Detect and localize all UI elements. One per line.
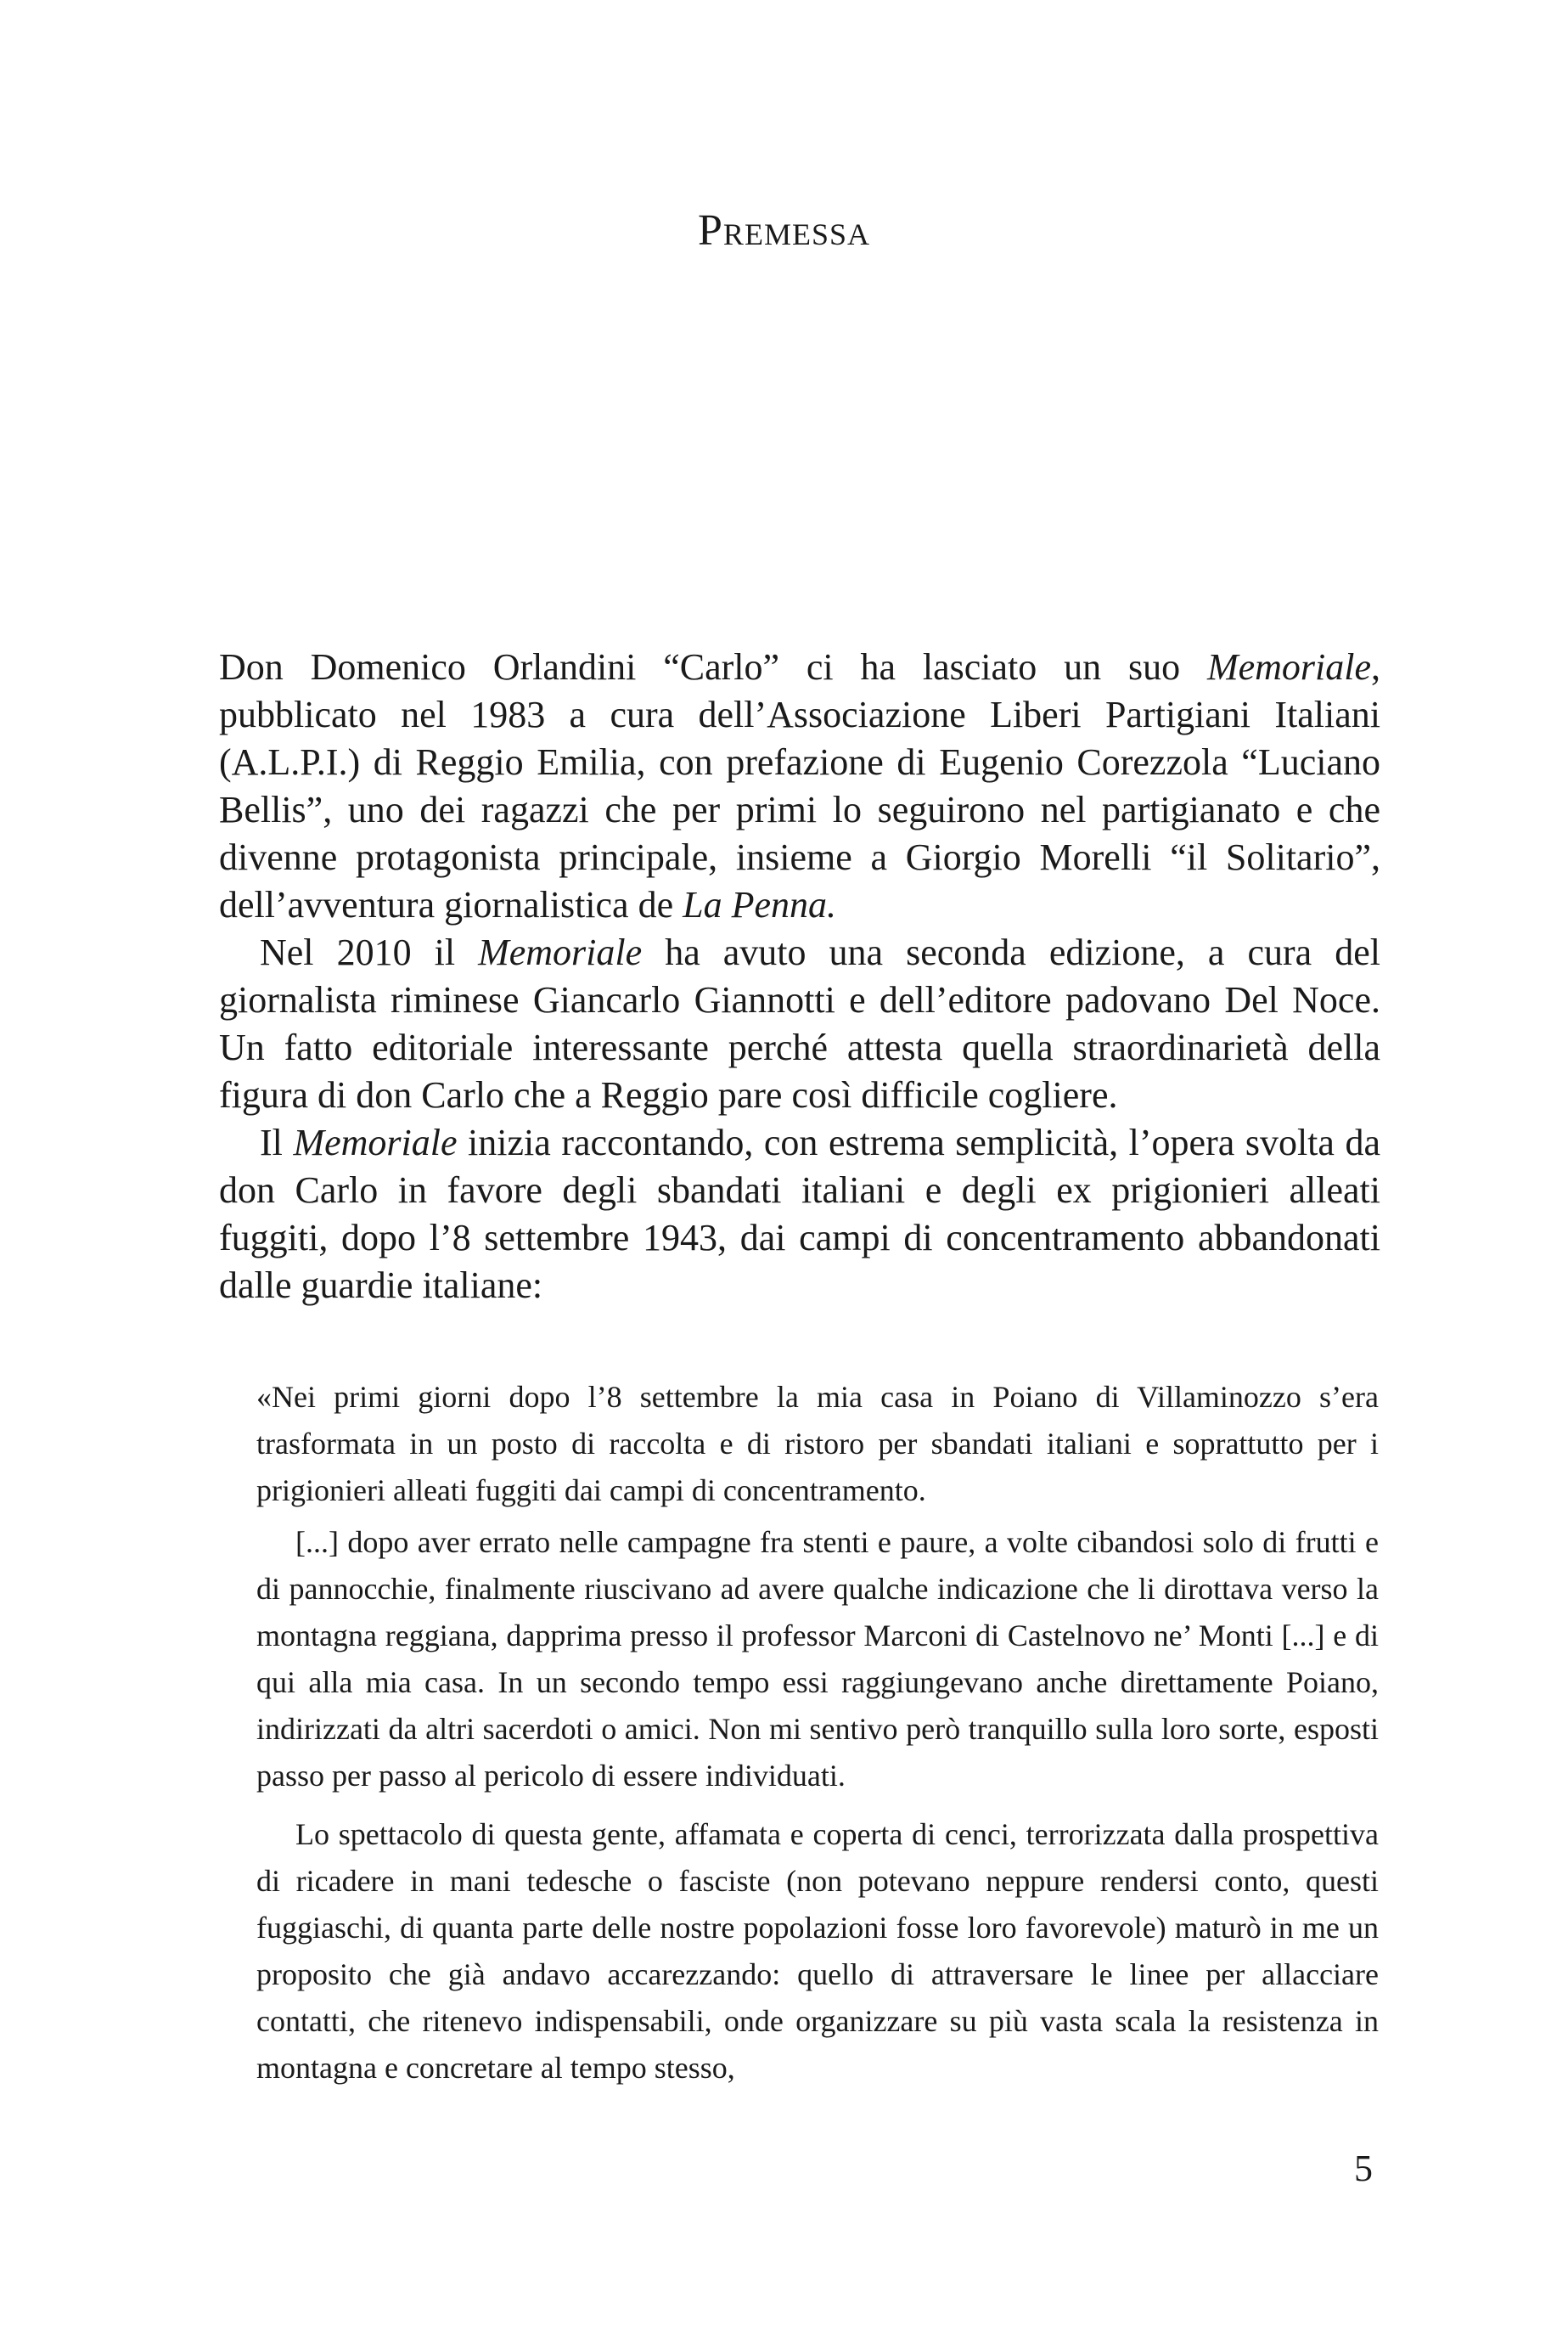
text-run: Nel 2010 il: [260, 932, 479, 973]
text-run: inizia raccontando, con estrema semplicità, l’opera svolta da don Carlo in favore degli sbandati italiani e degli ex prigionieri alleati fuggiti, dopo l’8 settembre 1943, dai campi di concentramento abbandonati dalle guardie italiane:: [219, 1122, 1380, 1306]
quote-paragraph: «Nei primi giorni dopo l’8 settembre la mia casa in Poiano di Villaminozzo s’era trasformata in un posto di raccolta e di ristoro per sbandati italiani e soprattutto per i prigionieri alleati fuggiti dai campi di concentramento.: [256, 1380, 1379, 1507]
italic-title: Memoriale: [478, 932, 643, 973]
text-run: , pubblicato nel 1983 a cura dell’Associazione Liberi Partigiani Italiani (A.L.P.I.) di Reggio Emilia, con prefazione di Eugenio Corezzola “Luciano Bellis”, uno dei ragazzi che per primi lo seguirono nel partigianato e che divenne protagonista principale, insieme a Giorgio Morelli “il Solitario”, dell’avventura giornalistica de: [219, 646, 1380, 926]
text-run: Il: [260, 1122, 294, 1163]
body-paragraph: [219, 1119, 1380, 1309]
chapter-title: Premessa: [698, 206, 870, 255]
italic-title: Memoriale: [293, 1122, 458, 1163]
italic-title: Memoriale: [1206, 646, 1371, 688]
body-paragraph: [219, 929, 1380, 1119]
quote-paragraph: [...] dopo aver errato nelle campagne fra stenti e paure, a volte cibandosi solo di frutti e di pannocchie, finalmente riuscivano ad avere qualche indicazione che li dirottava verso la montagna reggiana, dapprima presso il professor Marconi di Castelnovo ne’ Monti [...] e di qui alla mia casa. In un secondo tempo essi raggiungevano anche direttamente Poiano, indirizzati da altri sacerdoti o amici. Non mi sentivo però tranquillo sulla loro sorte, esposti passo per passo al pericolo di essere individuati.: [256, 1525, 1379, 1793]
body-text: [219, 644, 1380, 1309]
body-paragraph: [219, 644, 1380, 929]
block-quote: [256, 1374, 1379, 2097]
text-run: ha avuto una seconda edizione, a cura del giornalista riminese Giancarlo Giannotti e dell’editore padovano Del Noce. Un fatto editoriale interessante perché attesta quella straordinarietà della figura di don Carlo che a Reggio pare così difficile cogliere.: [219, 932, 1380, 1116]
italic-title: La Penna.: [683, 884, 837, 926]
page-number: 5: [1354, 2148, 1373, 2189]
quote-paragraph: Lo spettacolo di questa gente, affamata e coperta di cenci, terrorizzata dalla prospettiva di ricadere in mani tedesche o fasciste (non potevano neppure rendersi conto, questi fuggiaschi, di quanta parte delle nostre popolazioni fosse loro favorevole) maturò in me un proposito che già andavo accarezzando: quello di attraversare le linee per allacciare contatti, che ritenevo indispensabili, onde organizzare su più vasta scala la resistenza in montagna e concretare al tempo stesso,: [256, 1817, 1379, 2085]
text-run: Don Domenico Orlandini “Carlo” ci ha lasciato un suo: [219, 646, 1207, 688]
